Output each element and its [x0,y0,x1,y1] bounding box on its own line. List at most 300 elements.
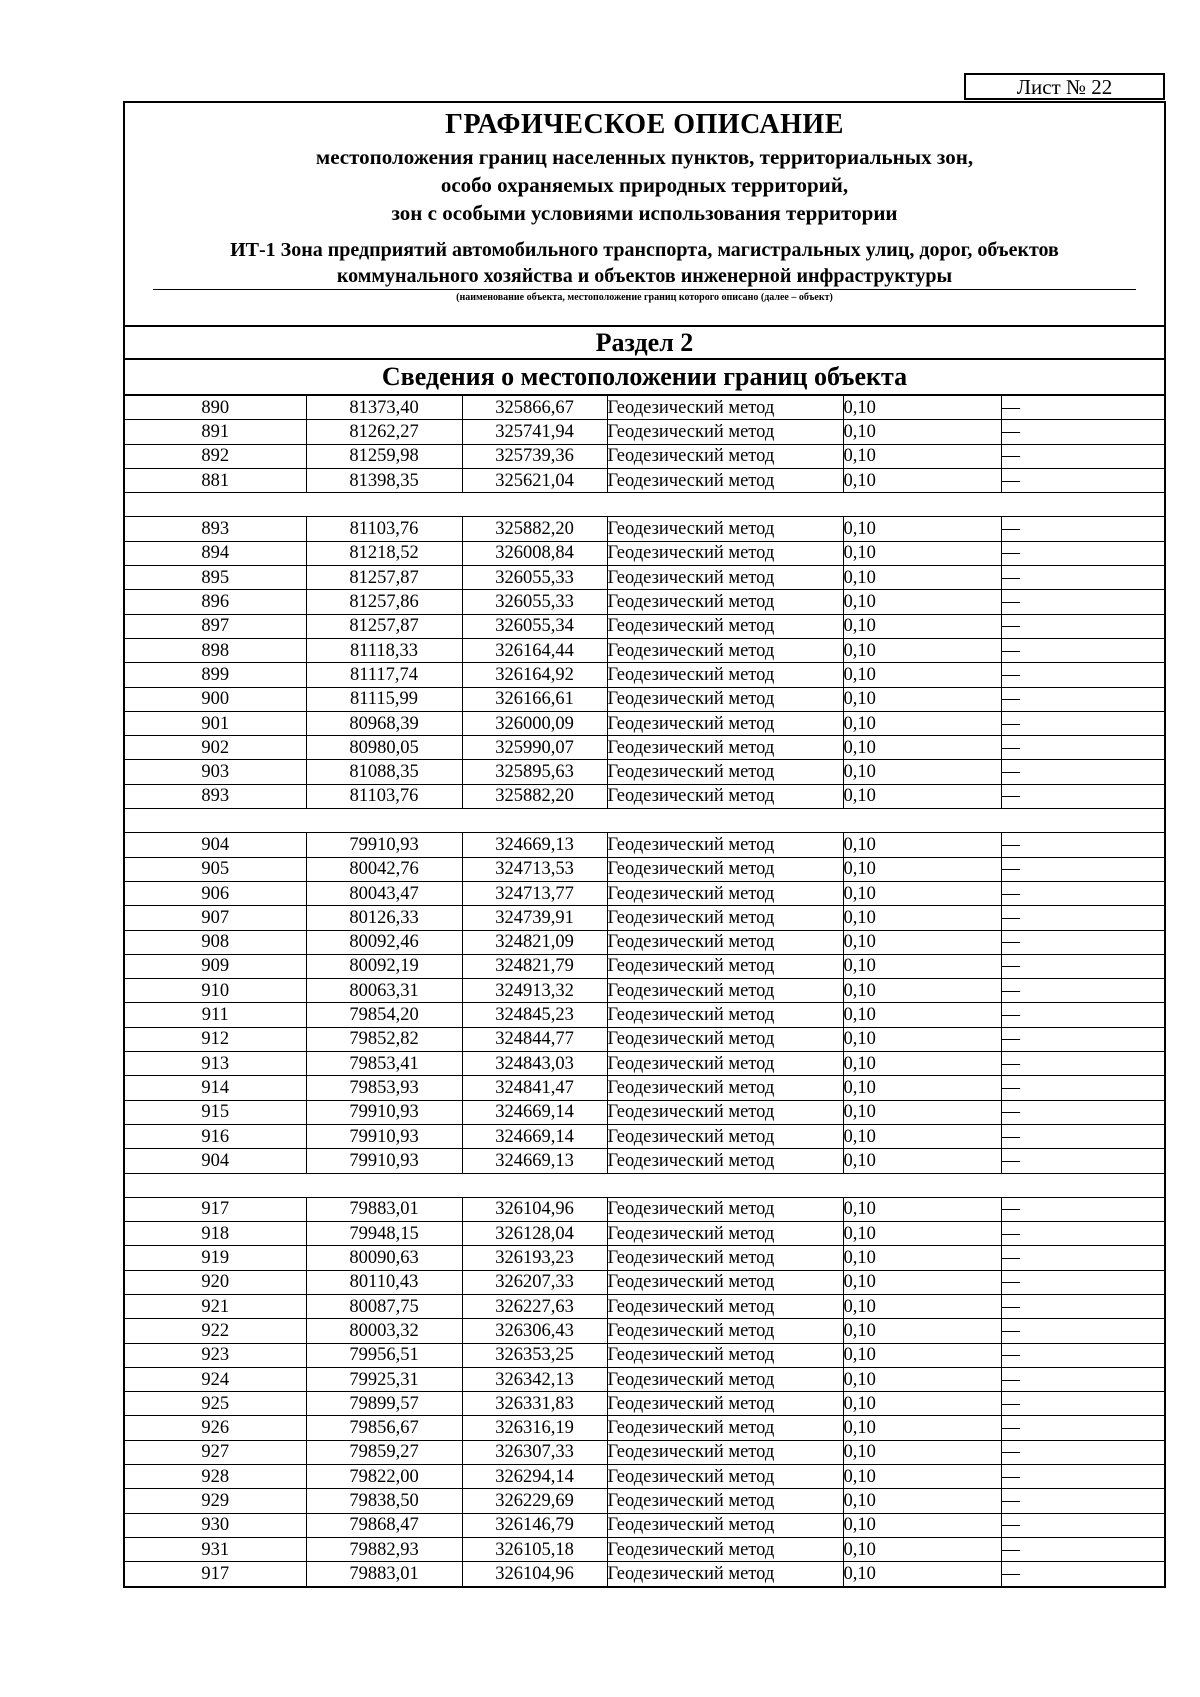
point-number-cell: 908 [125,930,306,954]
point-number-cell: 892 [125,444,306,468]
coord-y-cell: 326104,96 [462,1197,607,1221]
coord-x-cell: 81117,74 [306,663,462,687]
sheet-number: Лист № 22 [964,73,1165,100]
contour-separator-row [125,1173,1164,1197]
table-row [125,1027,1164,1051]
method-cell: Геодезический метод [607,614,843,638]
coord-x-cell: 79910,93 [306,1124,462,1148]
coord-x-cell: 80980,05 [306,736,462,760]
coord-x-cell: 81115,99 [306,687,462,711]
coord-x-cell: 80042,76 [306,857,462,881]
accuracy-cell: 0,10 [843,1465,1001,1489]
accuracy-cell: 0,10 [843,1003,1001,1027]
point-number-cell: 914 [125,1076,306,1100]
point-number-cell: 898 [125,638,306,662]
description-cell: — [1001,1440,1164,1464]
description-cell: — [1001,1052,1164,1076]
method-cell: Геодезический метод [607,784,843,808]
accuracy-cell: 0,10 [843,784,1001,808]
accuracy-cell: 0,10 [843,638,1001,662]
accuracy-cell: 0,10 [843,881,1001,905]
accuracy-cell: 0,10 [843,954,1001,978]
accuracy-cell: 0,10 [843,1416,1001,1440]
coord-y-cell: 325621,04 [462,468,607,492]
accuracy-cell: 0,10 [843,1562,1001,1586]
coord-y-cell: 326055,34 [462,614,607,638]
method-cell: Геодезический метод [607,857,843,881]
table-row [125,396,1164,420]
accuracy-cell: 0,10 [843,517,1001,541]
object-underline [153,289,1136,290]
table-row [125,1440,1164,1464]
coord-x-cell: 80003,32 [306,1319,462,1343]
description-cell: — [1001,1343,1164,1367]
point-number-cell: 925 [125,1392,306,1416]
method-cell: Геодезический метод [607,1465,843,1489]
point-number-cell: 893 [125,784,306,808]
accuracy-cell: 0,10 [843,930,1001,954]
method-cell: Геодезический метод [607,1027,843,1051]
method-cell: Геодезический метод [607,833,843,857]
description-cell: — [1001,760,1164,784]
method-cell: Геодезический метод [607,1562,843,1586]
point-number-cell: 890 [125,396,306,420]
point-number-cell: 919 [125,1246,306,1270]
accuracy-cell: 0,10 [843,590,1001,614]
document-header [125,103,1164,327]
point-number-cell: 911 [125,1003,306,1027]
description-cell: — [1001,1392,1164,1416]
description-cell: — [1001,1294,1164,1318]
method-cell: Геодезический метод [607,930,843,954]
description-cell: — [1001,590,1164,614]
coord-y-cell: 326229,69 [462,1489,607,1513]
coord-x-cell: 80043,47 [306,881,462,905]
method-cell: Геодезический метод [607,881,843,905]
table-row [125,663,1164,687]
accuracy-cell: 0,10 [843,1392,1001,1416]
method-cell: Геодезический метод [607,1124,843,1148]
table-row [125,1100,1164,1124]
method-cell: Геодезический метод [607,1222,843,1246]
method-cell: Геодезический метод [607,1052,843,1076]
table-row [125,906,1164,930]
point-number-cell: 909 [125,954,306,978]
coord-y-cell: 326000,09 [462,711,607,735]
point-number-cell: 906 [125,881,306,905]
method-cell: Геодезический метод [607,1270,843,1294]
description-cell: — [1001,1222,1164,1246]
coord-y-cell: 324669,14 [462,1100,607,1124]
accuracy-cell: 0,10 [843,1343,1001,1367]
coord-y-cell: 325882,20 [462,784,607,808]
table-row [125,711,1164,735]
coord-y-cell: 324845,23 [462,1003,607,1027]
coord-y-cell: 326164,44 [462,638,607,662]
coord-x-cell: 79856,67 [306,1416,462,1440]
coord-x-cell: 81257,87 [306,614,462,638]
point-number-cell: 912 [125,1027,306,1051]
coord-y-cell: 324669,14 [462,1124,607,1148]
method-cell: Геодезический метод [607,590,843,614]
coord-x-cell: 79883,01 [306,1562,462,1586]
table-row [125,1124,1164,1148]
coord-x-cell: 81257,86 [306,590,462,614]
coord-x-cell: 79868,47 [306,1513,462,1537]
section-subtitle: Сведения о местоположении границ объекта [125,360,1164,396]
point-number-cell: 915 [125,1100,306,1124]
coord-y-cell: 325741,94 [462,420,607,444]
description-cell: — [1001,881,1164,905]
description-cell: — [1001,468,1164,492]
coord-x-cell: 81103,76 [306,517,462,541]
section-title: Раздел 2 [125,327,1164,360]
accuracy-cell: 0,10 [843,857,1001,881]
point-number-cell: 907 [125,906,306,930]
point-number-cell: 930 [125,1513,306,1537]
accuracy-cell: 0,10 [843,1222,1001,1246]
separator-cell [125,493,1164,517]
accuracy-cell: 0,10 [843,1489,1001,1513]
method-cell: Геодезический метод [607,1392,843,1416]
point-number-cell: 918 [125,1222,306,1246]
coord-x-cell: 81259,98 [306,444,462,468]
accuracy-cell: 0,10 [843,1440,1001,1464]
document-title: ГРАФИЧЕСКОЕ ОПИСАНИЕ [445,109,844,140]
coord-x-cell: 81373,40 [306,396,462,420]
table-row [125,1367,1164,1391]
separator-cell [125,1173,1164,1197]
coord-y-cell: 326227,63 [462,1294,607,1318]
description-cell: — [1001,541,1164,565]
point-number-cell: 921 [125,1294,306,1318]
method-cell: Геодезический метод [607,420,843,444]
accuracy-cell: 0,10 [843,1270,1001,1294]
coord-y-cell: 326055,33 [462,566,607,590]
accuracy-cell: 0,10 [843,979,1001,1003]
accuracy-cell: 0,10 [843,1319,1001,1343]
description-cell: — [1001,663,1164,687]
point-number-cell: 893 [125,517,306,541]
table-row [125,1149,1164,1173]
table-row [125,1222,1164,1246]
accuracy-cell: 0,10 [843,1027,1001,1051]
method-cell: Геодезический метод [607,906,843,930]
point-number-cell: 926 [125,1416,306,1440]
coord-x-cell: 80126,33 [306,906,462,930]
coord-x-cell: 79853,93 [306,1076,462,1100]
coord-y-cell: 326207,33 [462,1270,607,1294]
description-cell: — [1001,1149,1164,1173]
method-cell: Геодезический метод [607,1294,843,1318]
description-cell: — [1001,1489,1164,1513]
table-row [125,590,1164,614]
coord-x-cell: 81218,52 [306,541,462,565]
method-cell: Геодезический метод [607,444,843,468]
accuracy-cell: 0,10 [843,444,1001,468]
description-cell: — [1001,1513,1164,1537]
coord-x-cell: 79853,41 [306,1052,462,1076]
description-cell: — [1001,857,1164,881]
point-number-cell: 904 [125,1149,306,1173]
coord-x-cell: 81262,27 [306,420,462,444]
table-row [125,1003,1164,1027]
coord-y-cell: 324913,32 [462,979,607,1003]
description-cell: — [1001,833,1164,857]
method-cell: Геодезический метод [607,638,843,662]
point-number-cell: 931 [125,1537,306,1561]
accuracy-cell: 0,10 [843,1513,1001,1537]
point-number-cell: 924 [125,1367,306,1391]
table-row [125,784,1164,808]
coord-y-cell: 326128,04 [462,1222,607,1246]
document-frame [123,101,1166,1588]
table-row [125,1513,1164,1537]
table-row [125,444,1164,468]
description-cell: — [1001,784,1164,808]
accuracy-cell: 0,10 [843,833,1001,857]
table-row [125,1465,1164,1489]
table-row [125,930,1164,954]
description-cell: — [1001,736,1164,760]
description-cell: — [1001,1537,1164,1561]
coord-y-cell: 326294,14 [462,1465,607,1489]
method-cell: Геодезический метод [607,1367,843,1391]
point-number-cell: 891 [125,420,306,444]
accuracy-cell: 0,10 [843,468,1001,492]
table-row [125,857,1164,881]
point-number-cell: 929 [125,1489,306,1513]
coord-y-cell: 324841,47 [462,1076,607,1100]
coord-y-cell: 326193,23 [462,1246,607,1270]
description-cell: — [1001,1270,1164,1294]
accuracy-cell: 0,10 [843,541,1001,565]
table-row [125,760,1164,784]
coord-x-cell: 79910,93 [306,1149,462,1173]
table-row [125,638,1164,662]
coord-x-cell: 79852,82 [306,1027,462,1051]
point-number-cell: 894 [125,541,306,565]
object-name-line: ИТ-1 Зона предприятий автомобильного транспорта, магистральных улиц, дорог, объектов [230,239,1059,261]
description-cell: — [1001,396,1164,420]
table-row [125,1052,1164,1076]
description-cell: — [1001,1246,1164,1270]
coord-x-cell: 80092,19 [306,954,462,978]
point-number-cell: 897 [125,614,306,638]
table-row [125,954,1164,978]
table-row [125,1197,1164,1221]
method-cell: Геодезический метод [607,760,843,784]
description-cell: — [1001,1124,1164,1148]
point-number-cell: 917 [125,1562,306,1586]
point-number-cell: 881 [125,468,306,492]
coord-y-cell: 326342,13 [462,1367,607,1391]
point-number-cell: 902 [125,736,306,760]
method-cell: Геодезический метод [607,1489,843,1513]
coordinates-table-body [125,396,1164,1586]
description-cell: — [1001,1003,1164,1027]
accuracy-cell: 0,10 [843,736,1001,760]
coord-y-cell: 324669,13 [462,833,607,857]
description-cell: — [1001,566,1164,590]
table-row [125,1076,1164,1100]
method-cell: Геодезический метод [607,1246,843,1270]
point-number-cell: 916 [125,1124,306,1148]
accuracy-cell: 0,10 [843,1052,1001,1076]
accuracy-cell: 0,10 [843,420,1001,444]
table-row [125,1246,1164,1270]
coord-y-cell: 326105,18 [462,1537,607,1561]
coord-x-cell: 79822,00 [306,1465,462,1489]
coord-y-cell: 326104,96 [462,1562,607,1586]
coord-x-cell: 79859,27 [306,1440,462,1464]
description-cell: — [1001,687,1164,711]
coord-y-cell: 326316,19 [462,1416,607,1440]
description-cell: — [1001,1367,1164,1391]
contour-separator-row [125,809,1164,833]
point-number-cell: 903 [125,760,306,784]
separator-cell [125,809,1164,833]
accuracy-cell: 0,10 [843,760,1001,784]
point-number-cell: 927 [125,1440,306,1464]
method-cell: Геодезический метод [607,979,843,1003]
description-cell: — [1001,979,1164,1003]
point-number-cell: 901 [125,711,306,735]
table-row [125,614,1164,638]
coord-y-cell: 325739,36 [462,444,607,468]
point-number-cell: 922 [125,1319,306,1343]
table-row [125,833,1164,857]
method-cell: Геодезический метод [607,1319,843,1343]
coord-x-cell: 79910,93 [306,833,462,857]
coord-y-cell: 325882,20 [462,517,607,541]
accuracy-cell: 0,10 [843,711,1001,735]
coord-x-cell: 80110,43 [306,1270,462,1294]
point-number-cell: 895 [125,566,306,590]
table-row [125,1562,1164,1586]
accuracy-cell: 0,10 [843,906,1001,930]
coord-y-cell: 326055,33 [462,590,607,614]
coord-y-cell: 324669,13 [462,1149,607,1173]
coord-x-cell: 81118,33 [306,638,462,662]
method-cell: Геодезический метод [607,468,843,492]
coord-y-cell: 326164,92 [462,663,607,687]
table-row [125,566,1164,590]
coord-y-cell: 324821,09 [462,930,607,954]
coord-x-cell: 80090,63 [306,1246,462,1270]
coord-y-cell: 324713,53 [462,857,607,881]
coord-y-cell: 326331,83 [462,1392,607,1416]
object-caption: (наименование объекта, местоположение границ которого описано (далее – объект) [456,292,833,303]
table-row [125,1392,1164,1416]
description-cell: — [1001,954,1164,978]
accuracy-cell: 0,10 [843,1246,1001,1270]
object-name-line: коммунального хозяйства и объектов инженерной инфраструктуры [336,265,953,287]
coord-y-cell: 326307,33 [462,1440,607,1464]
coord-x-cell: 80063,31 [306,979,462,1003]
table-row [125,736,1164,760]
method-cell: Геодезический метод [607,1513,843,1537]
description-cell: — [1001,638,1164,662]
accuracy-cell: 0,10 [843,687,1001,711]
table-row [125,468,1164,492]
method-cell: Геодезический метод [607,1537,843,1561]
method-cell: Геодезический метод [607,1076,843,1100]
coordinates-table [125,396,1164,1586]
table-row [125,1319,1164,1343]
table-row [125,541,1164,565]
table-row [125,1294,1164,1318]
point-number-cell: 920 [125,1270,306,1294]
coord-x-cell: 79882,93 [306,1537,462,1561]
coord-y-cell: 324843,03 [462,1052,607,1076]
point-number-cell: 904 [125,833,306,857]
coord-x-cell: 80092,46 [306,930,462,954]
description-cell: — [1001,1416,1164,1440]
coord-y-cell: 326306,43 [462,1319,607,1343]
table-row [125,517,1164,541]
coord-x-cell: 79899,57 [306,1392,462,1416]
method-cell: Геодезический метод [607,517,843,541]
method-cell: Геодезический метод [607,541,843,565]
coord-x-cell: 79956,51 [306,1343,462,1367]
table-row [125,979,1164,1003]
coord-y-cell: 325990,07 [462,736,607,760]
accuracy-cell: 0,10 [843,1100,1001,1124]
description-cell: — [1001,614,1164,638]
table-row [125,687,1164,711]
coord-x-cell: 79925,31 [306,1367,462,1391]
description-cell: — [1001,1562,1164,1586]
coord-x-cell: 80087,75 [306,1294,462,1318]
description-cell: — [1001,444,1164,468]
description-cell: — [1001,1197,1164,1221]
method-cell: Геодезический метод [607,1003,843,1027]
description-cell: — [1001,1465,1164,1489]
accuracy-cell: 0,10 [843,1076,1001,1100]
description-cell: — [1001,1319,1164,1343]
coord-y-cell: 324739,91 [462,906,607,930]
subtitle-line: местоположения границ населенных пунктов, территориальных зон, [315,145,974,169]
description-cell: — [1001,930,1164,954]
coord-x-cell: 79948,15 [306,1222,462,1246]
method-cell: Геодезический метод [607,736,843,760]
table-row [125,1537,1164,1561]
coord-x-cell: 79854,20 [306,1003,462,1027]
coord-x-cell: 80968,39 [306,711,462,735]
coord-y-cell: 325866,67 [462,396,607,420]
coord-y-cell: 324821,79 [462,954,607,978]
point-number-cell: 917 [125,1197,306,1221]
method-cell: Геодезический метод [607,1197,843,1221]
method-cell: Геодезический метод [607,1440,843,1464]
point-number-cell: 910 [125,979,306,1003]
table-row [125,1270,1164,1294]
coord-y-cell: 324713,77 [462,881,607,905]
accuracy-cell: 0,10 [843,663,1001,687]
accuracy-cell: 0,10 [843,1294,1001,1318]
coord-y-cell: 325895,63 [462,760,607,784]
point-number-cell: 905 [125,857,306,881]
accuracy-cell: 0,10 [843,614,1001,638]
method-cell: Геодезический метод [607,1343,843,1367]
description-cell: — [1001,1076,1164,1100]
point-number-cell: 923 [125,1343,306,1367]
coord-x-cell: 79838,50 [306,1489,462,1513]
accuracy-cell: 0,10 [843,1537,1001,1561]
table-row [125,1489,1164,1513]
accuracy-cell: 0,10 [843,1367,1001,1391]
